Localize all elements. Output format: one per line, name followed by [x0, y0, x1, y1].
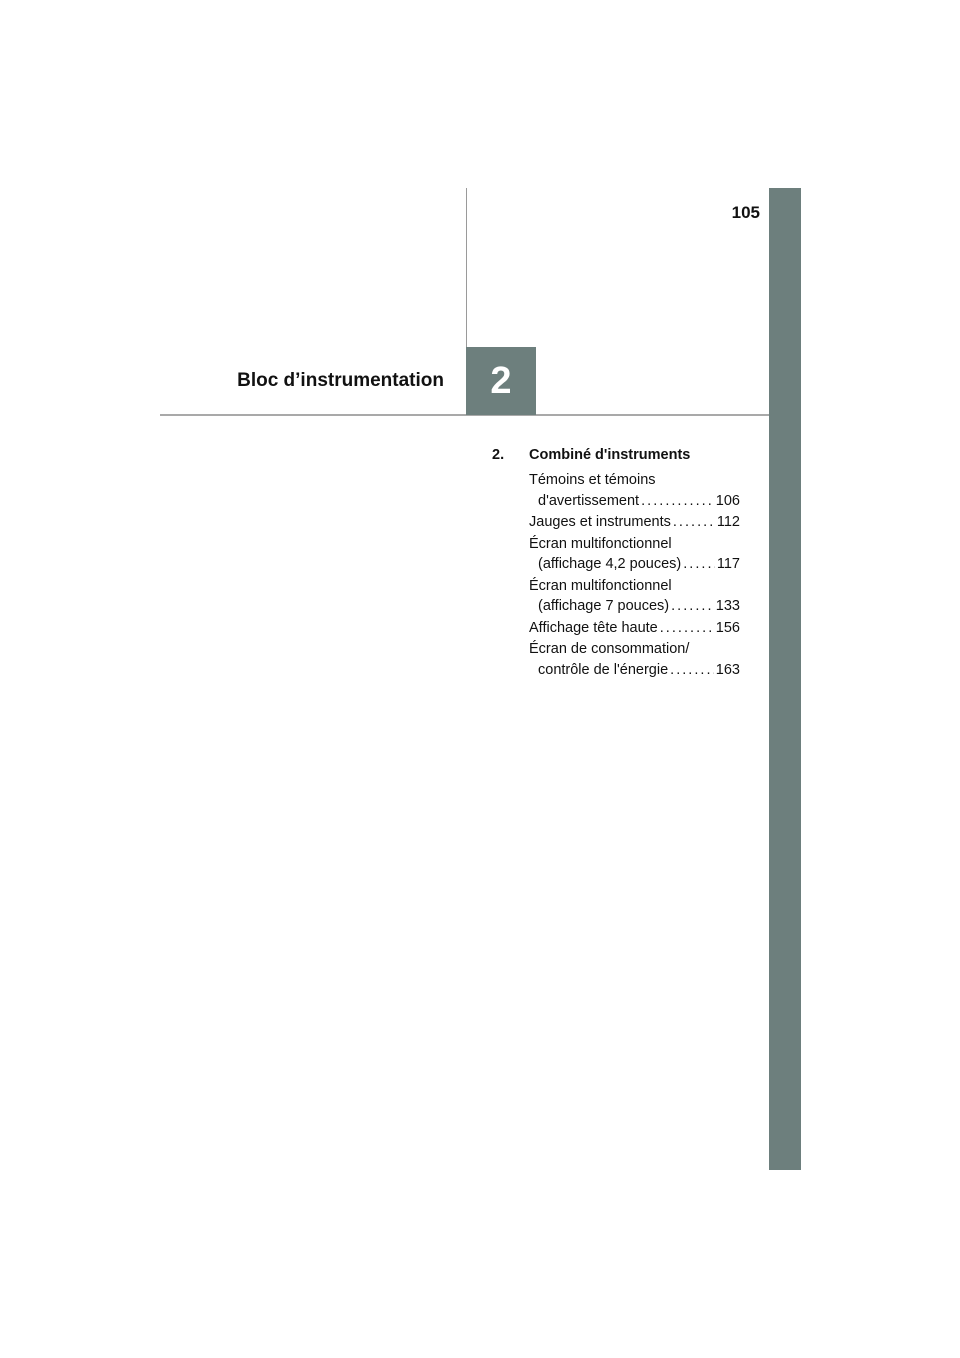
entry-page: 106 [715, 492, 740, 509]
entry-line: (affichage 4,2 pouces) [538, 556, 682, 572]
entry-line: Jauges et instruments [529, 514, 671, 530]
toc-entry[interactable] [529, 639, 740, 680]
section-number: 2. [492, 447, 505, 463]
dot-leader [641, 491, 714, 512]
entry-line: Écran de consommation/ [529, 641, 690, 657]
section-title: Combiné d'instruments [529, 447, 691, 463]
entry-line: contrôle de l'énergie [538, 661, 669, 678]
vertical-rule [466, 188, 467, 347]
entry-page: 117 [716, 556, 740, 572]
toc-entry[interactable] [529, 576, 740, 617]
dot-leader [670, 660, 714, 681]
entry-page: 133 [715, 598, 740, 614]
dot-leader [673, 512, 715, 533]
toc-entry[interactable] [529, 470, 740, 511]
chapter-title: Bloc d’instrumentation [237, 370, 444, 391]
toc-entry[interactable] [529, 512, 740, 533]
chapter-side-bar [769, 188, 801, 1170]
dot-leader [660, 618, 714, 639]
horizontal-rule [160, 414, 769, 416]
entry-line: Écran multifonctionnel [529, 577, 672, 594]
entry-line: Écran multifonctionnel [529, 535, 672, 552]
entry-page: 156 [715, 619, 740, 636]
chapter-number: 2 [490, 359, 512, 402]
entry-line: d'avertissement [538, 492, 640, 509]
dot-leader [683, 554, 715, 575]
entry-page: 112 [716, 514, 740, 530]
entry-line: Affichage tête haute [529, 619, 658, 636]
entry-page: 163 [715, 661, 740, 678]
table-of-contents [492, 447, 740, 680]
toc-entry[interactable] [529, 534, 740, 575]
dot-leader [671, 596, 714, 617]
entry-line: Témoins et témoins [529, 472, 656, 488]
toc-entry[interactable] [529, 618, 740, 639]
section-heading [492, 447, 740, 469]
entry-line: (affichage 7 pouces) [538, 598, 670, 614]
page-number: 105 [731, 203, 760, 222]
chapter-number-box [466, 347, 536, 415]
